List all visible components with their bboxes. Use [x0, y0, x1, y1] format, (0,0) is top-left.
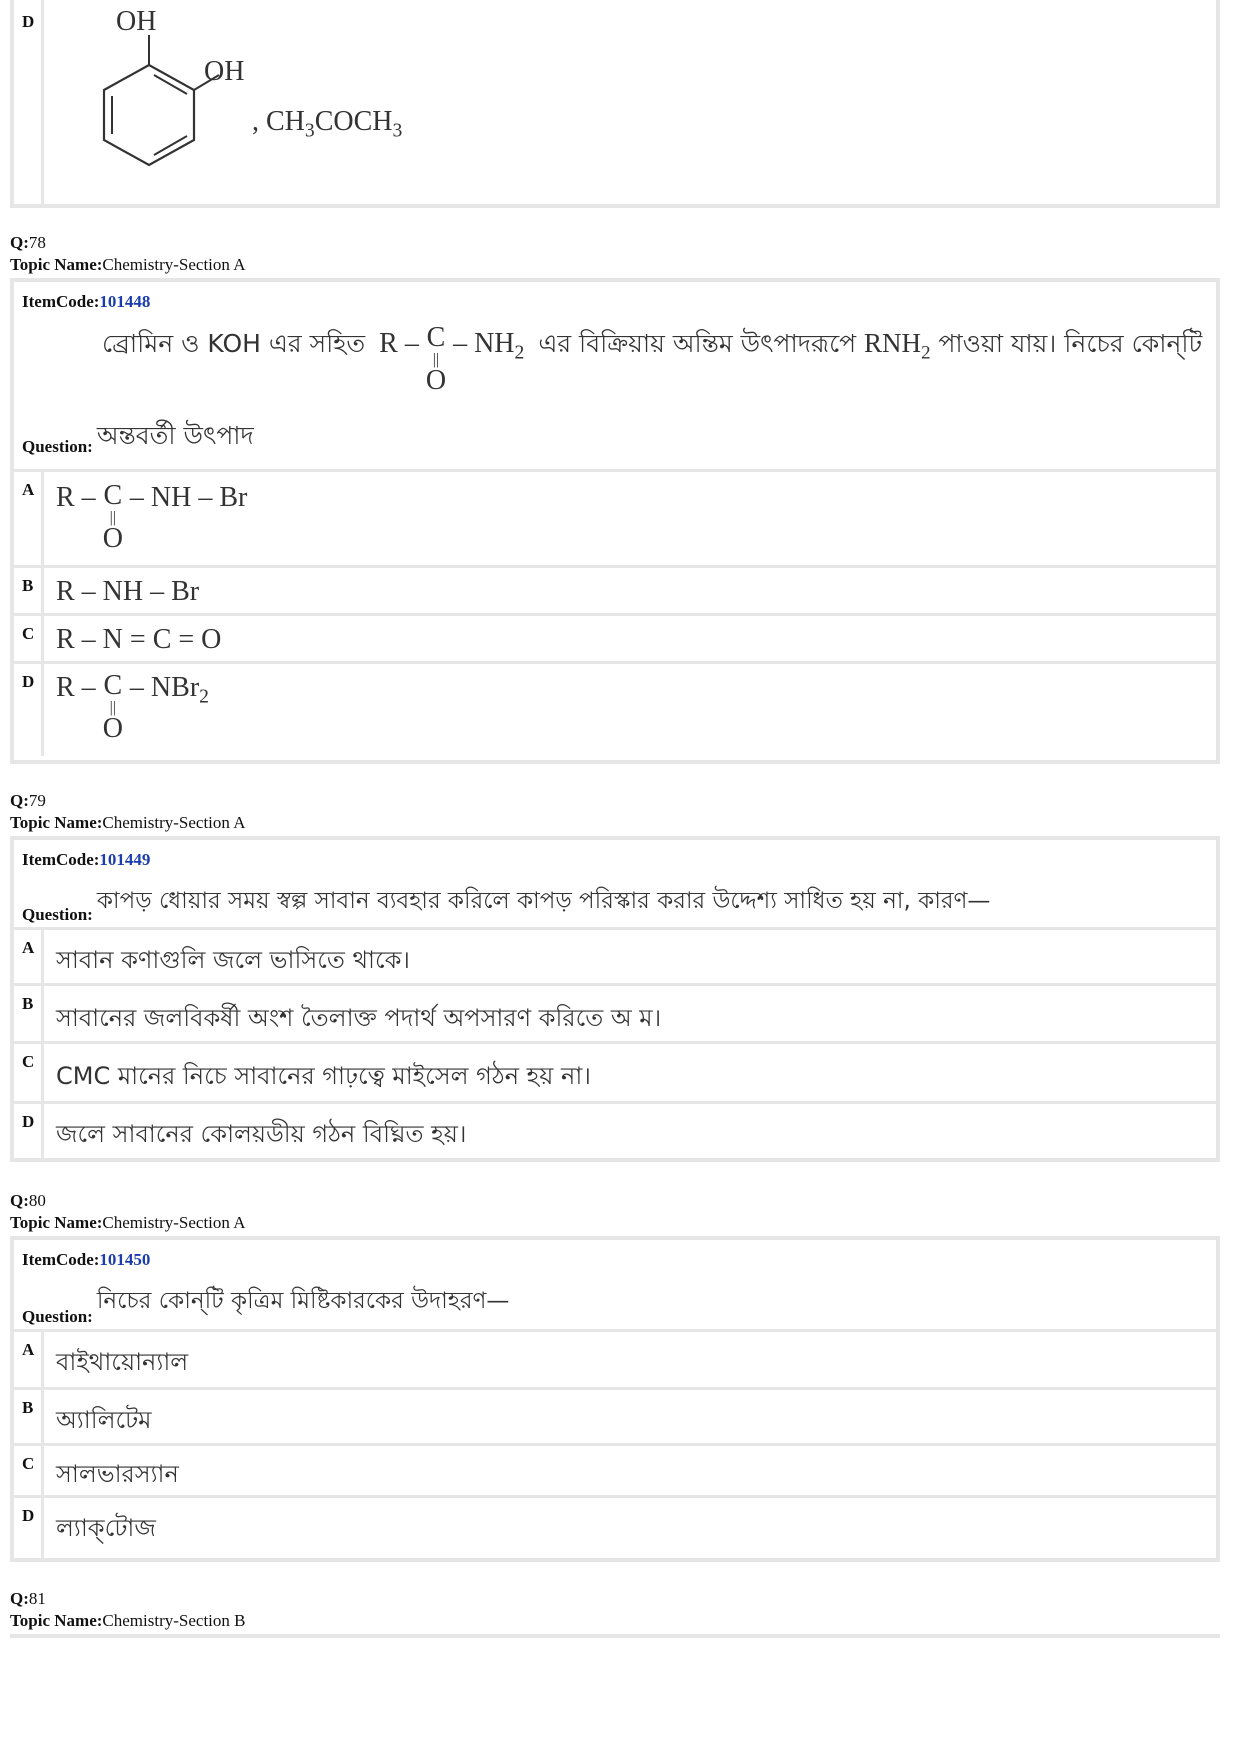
option-letter: C: [14, 616, 44, 661]
question-header: [10, 790, 245, 834]
itemcode: [22, 292, 150, 312]
itemcode-value: 101450: [99, 1250, 151, 1269]
option-b-formula: R – NH – Br: [56, 576, 200, 607]
option-text: সাবান কণাগুলি জলে ভাসিতে থাকে।: [56, 946, 411, 974]
option-row: [14, 1390, 1216, 1446]
option-letter: D: [14, 1104, 44, 1158]
acetone-formula: , $CH_3COCH_3$: [252, 106, 403, 142]
option-letter: B: [14, 568, 44, 613]
option-row: [14, 0, 1216, 204]
question-text: কাপড় ধোয়ার সময় স্বল্প সাবান ব্যবহার করিলে কাপড় পরিস্কার করার উদ্দেশ্য সাধিত হয় না, কারণ—: [96, 888, 991, 914]
question-label: Question:: [22, 1307, 93, 1326]
question-panel-80: [10, 1236, 1220, 1562]
question-text: নিচের কোন্‌টি কৃত্রিম মিষ্টিকারকের উদাহরণ—: [96, 1288, 510, 1314]
topic-name: Chemistry-Section B: [102, 1611, 246, 1630]
q-label: Q:: [10, 1589, 29, 1608]
option-row: [14, 1446, 1216, 1498]
question-label: Question:: [22, 437, 93, 456]
option-row: [14, 1104, 1216, 1158]
panel-top-border: [10, 1634, 1220, 1638]
stem-structure: R – C || O – $NH_2$: [379, 322, 525, 396]
option-body: [44, 616, 1216, 661]
question-line: [22, 1282, 510, 1326]
option-body: [44, 472, 1216, 565]
q-number: 78: [28, 233, 46, 252]
question-label: Question:: [22, 905, 93, 924]
option-body: [44, 1332, 1216, 1387]
itemcode: [22, 850, 150, 870]
topic-label: Topic Name:: [10, 255, 103, 274]
question-row: [14, 840, 1216, 930]
question-row: [14, 1240, 1216, 1332]
topic-name: Chemistry-Section A: [102, 813, 246, 832]
topic-label: Topic Name:: [10, 1611, 103, 1630]
itemcode-value: 101448: [99, 292, 151, 311]
option-row: [14, 472, 1216, 568]
q-number: 79: [28, 791, 46, 810]
prev-question-panel: [10, 0, 1220, 208]
option-row: [14, 986, 1216, 1044]
q-number: 80: [28, 1191, 46, 1210]
option-row: [14, 568, 1216, 616]
option-row: [14, 1498, 1216, 1558]
question-row: [14, 282, 1216, 472]
stem-text-post: এর বিক্রিয়ায় অন্তিম উৎপাদরূপে $RNH_2$ পাওয়া যায়। নিচের কোন্‌টি: [538, 328, 1203, 364]
option-body: [44, 1498, 1216, 1558]
option-row: [14, 1044, 1216, 1104]
itemcode: [22, 1250, 150, 1270]
catechol-structure: [44, 0, 464, 200]
question-line: [22, 421, 254, 467]
q-label: Q:: [10, 1191, 29, 1210]
option-letter: A: [14, 472, 44, 565]
option-body: [44, 664, 1216, 756]
option-a-formula: R – C || O – NH – Br: [56, 480, 248, 554]
option-c-formula: R – N = C = O: [56, 624, 222, 655]
itemcode-label: ItemCode:: [22, 1250, 100, 1269]
option-row: [14, 664, 1216, 756]
option-text: সাবানের জলবিকর্ষী অংশ তৈলাক্ত পদার্থ অপসারণ করিতে অ ম।: [56, 1004, 662, 1032]
option-text: বাইথায়োন্যাল: [56, 1348, 189, 1376]
option-letter: A: [14, 930, 44, 983]
itemcode-label: ItemCode:: [22, 292, 100, 311]
topic-name: Chemistry-Section A: [102, 255, 246, 274]
topic-name: Chemistry-Section A: [102, 1213, 246, 1232]
option-row: [14, 1332, 1216, 1390]
question-text: অন্তবর্তী উৎপাদ: [96, 421, 254, 450]
question-header: [10, 1190, 245, 1234]
option-text: জলে সাবানের কোলয়ডীয় গঠন বিঘ্নিত হয়।: [56, 1120, 467, 1148]
option-body: [44, 1446, 1216, 1495]
option-letter: C: [14, 1446, 44, 1495]
itemcode-value: 101449: [99, 850, 151, 869]
option-row: [14, 930, 1216, 986]
stem-text-pre: ব্রোমিন ও KOH এর সহিত: [102, 329, 366, 358]
option-body: [44, 0, 1216, 204]
option-body: [44, 568, 1216, 613]
question-panel-78: [10, 278, 1220, 764]
option-letter: C: [14, 1044, 44, 1101]
option-text: ল্যাক্‌টোজ: [56, 1514, 156, 1542]
option-text: সালভারস্যান: [56, 1460, 179, 1488]
q-label: Q:: [10, 233, 29, 252]
question-header: [10, 1588, 245, 1632]
itemcode-label: ItemCode:: [22, 850, 100, 869]
oh-label-2: OH: [204, 56, 245, 87]
option-body: [44, 1390, 1216, 1443]
option-letter: B: [14, 986, 44, 1041]
option-letter: D: [14, 1498, 44, 1558]
question-stem: [102, 324, 1202, 394]
topic-label: Topic Name:: [10, 813, 103, 832]
option-row: [14, 616, 1216, 664]
option-body: [44, 986, 1216, 1041]
option-body: [44, 1044, 1216, 1101]
topic-label: Topic Name:: [10, 1213, 103, 1232]
question-line: [22, 882, 991, 924]
oh-label-1: OH: [116, 6, 157, 37]
q-label: Q:: [10, 791, 29, 810]
option-body: [44, 930, 1216, 983]
question-panel-79: [10, 836, 1220, 1162]
option-letter: B: [14, 1390, 44, 1443]
option-letter: D: [14, 664, 44, 756]
option-letter: A: [14, 1332, 44, 1387]
option-text: CMC মানের নিচে সাবানের গাঢ়ত্বে মাইসেল গঠন হয় না।: [56, 1062, 591, 1090]
option-body: [44, 1104, 1216, 1158]
option-text: অ্যালিটেম: [56, 1406, 152, 1434]
option-d-formula: R – C || O – NBr$_2$: [56, 670, 209, 744]
option-letter: D: [14, 0, 44, 204]
question-header: [10, 232, 245, 276]
q-number: 81: [28, 1589, 46, 1608]
